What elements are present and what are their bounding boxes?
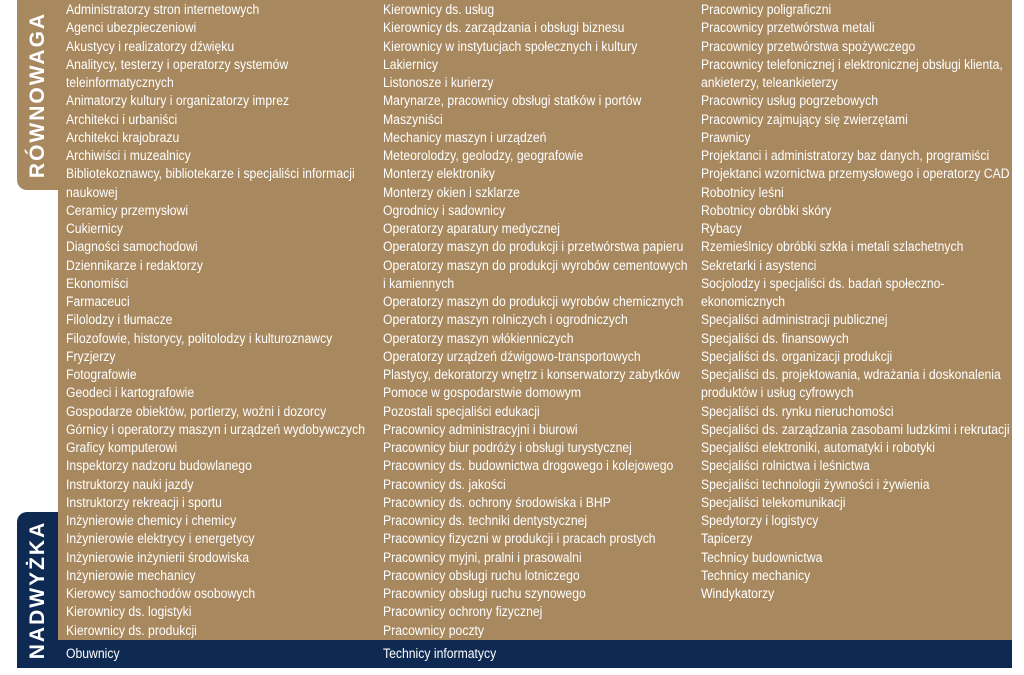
occupation-list-item: Meteorolodzy, geolodzy, geografowie — [383, 148, 584, 164]
occupation-list-item: Diagności samochodowi — [66, 239, 198, 256]
occupation-list-item: Specjaliści rolnictwa i leśnictwa — [701, 458, 870, 475]
occupation-list-item: Operatorzy maszyn do produkcji i przetwórstwa papieru — [383, 239, 684, 256]
occupation-list-item: Agenci ubezpieczeniowi — [66, 20, 197, 37]
occupation-list-item: Marynarze, pracownicy obsługi statków i portów — [383, 93, 642, 110]
occupation-list-item: Operatorzy maszyn włókienniczych — [383, 330, 574, 347]
occupation-list-item: Pracownicy usług pogrzebowych — [701, 93, 879, 110]
occupation-list-item: Analitycy, testerzy i operatorzy systemów — [66, 56, 289, 73]
occupation-list-item: Kierownicy w instytucjach społecznych i kultury — [383, 38, 638, 55]
surplus-occupation-item: Technicy informatycy — [383, 646, 497, 662]
occupation-list-item: Pracownicy przetwórstwa spożywczego — [701, 38, 916, 55]
occupation-list-item: Windykatorzy — [701, 586, 775, 602]
balance-occupation-column-3 — [701, 1, 1010, 603]
occupation-list-item: Dziennikarze i redaktorzy — [66, 257, 203, 274]
occupation-list-item: Graficy komputerowi — [66, 440, 178, 456]
occupation-list-item: Inżynierowie chemicy i chemicy — [66, 513, 237, 529]
occupation-list-item: Specjaliści telekomunikacji — [701, 494, 846, 511]
occupation-list-item: Inżynierowie inżynierii środowiska — [66, 549, 250, 566]
occupation-list-item: Filozofowie, historycy, politolodzy i kulturoznawcy — [66, 330, 333, 347]
occupation-list-item: Kierownicy ds. logistyki — [66, 604, 192, 621]
occupation-list-item: Pracownicy zajmujący się zwierzętami — [701, 111, 908, 128]
occupation-list-item: Tapicerzy — [701, 531, 753, 548]
occupation-list-item: Archiwiści i muzealnicy — [66, 148, 191, 164]
occupation-list-item: Mechanicy maszyn i urządzeń — [383, 129, 547, 146]
occupation-list-item: Bibliotekoznawcy, bibliotekarze i specjaliści informacji — [66, 166, 355, 183]
occupation-list-item: Architekci i urbaniści — [66, 111, 178, 128]
occupation-list-item: Kierownicy ds. zarządzania i obsługi biznesu — [383, 20, 625, 37]
occupation-list-item: Pracownicy ds. ochrony środowiska i BHP — [383, 494, 611, 511]
balance-category-label: RÓWNOWAGA — [25, 11, 49, 179]
occupation-list-item: Lakiernicy — [383, 56, 438, 73]
occupation-list-item: i kamiennych — [383, 275, 455, 292]
occupation-list-item: Specjaliści ds. zarządzania zasobami ludzkimi i rekrutacji — [701, 421, 1010, 438]
occupation-list-item: Operatorzy urządzeń dźwigowo-transportowych — [383, 348, 641, 365]
occupation-list-item: Pracownicy ochrony fizycznej — [383, 604, 543, 621]
occupation-list-item: Pracownicy poczty — [383, 622, 485, 639]
surplus-section-background — [58, 640, 1012, 668]
occupation-list-item: Robotnicy leśni — [701, 184, 784, 201]
occupation-list-item: Ceramicy przemysłowi — [66, 202, 189, 219]
occupation-list-item: Architekci krajobrazu — [66, 129, 180, 146]
occupation-list-item: Prawnicy — [701, 129, 751, 146]
occupation-list-item: Fotografowie — [66, 367, 137, 383]
occupation-list-item: Rzemieślnicy obróbki szkła i metali szlachetnych — [701, 239, 964, 256]
surplus-category-label: NADWYŻKA — [25, 520, 49, 660]
occupation-list-item: Animatorzy kultury i organizatorzy imprez — [66, 93, 290, 110]
occupation-list-item: Spedytorzy i logistycy — [701, 513, 819, 529]
occupation-list-item: Gospodarze obiektów, portierzy, woźni i dozorcy — [66, 403, 327, 420]
occupation-list-item: Inżynierowie elektrycy i energetycy — [66, 531, 255, 548]
occupation-list-item: Cukiernicy — [66, 221, 123, 237]
occupation-list-item: Specjaliści ds. finansowych — [701, 330, 849, 347]
occupation-list-item: Operatorzy maszyn rolniczych i ogrodniczych — [383, 312, 628, 329]
occupation-list-item: Akustycy i realizatorzy dźwięku — [66, 38, 235, 55]
occupation-list-item: Socjolodzy i specjaliści ds. badań społeczno- — [701, 275, 945, 292]
occupation-list-item: Administratorzy stron internetowych — [66, 2, 260, 18]
occupation-list-item: Pracownicy ds. jakości — [383, 476, 506, 493]
occupation-list-item: Specjaliści elektroniki, automatyki i robotyki — [701, 440, 935, 456]
occupation-list-item: Pracownicy myjni, pralni i prasowalni — [383, 549, 582, 566]
occupation-list-item: Operatorzy maszyn do produkcji wyrobów chemicznych — [383, 294, 684, 310]
occupation-list-item: Instruktorzy nauki jazdy — [66, 476, 194, 493]
occupation-list-item: Kierownicy ds. produkcji — [66, 622, 197, 639]
occupation-list-item: Farmaceuci — [66, 294, 130, 310]
occupation-list-item: Maszyniści — [383, 111, 443, 128]
surplus-occupation-item: Obuwnicy — [66, 646, 120, 662]
occupation-list-item: Pracownicy poligraficzni — [701, 2, 832, 18]
occupation-list-item: Projektanci wzornictwa przemysłowego i operatorzy CAD — [701, 166, 1010, 183]
occupation-list-item: Inspektorzy nadzoru budowlanego — [66, 458, 252, 475]
occupation-list-item: Specjaliści ds. rynku nieruchomości — [701, 403, 894, 420]
occupation-list-item: Ekonomiści — [66, 275, 129, 292]
occupation-list-item: Instruktorzy rekreacji i sportu — [66, 494, 222, 511]
occupation-list-item: Sekretarki i asystenci — [701, 257, 817, 274]
balance-occupation-column-2 — [383, 1, 687, 640]
occupation-list-item: Specjaliści ds. organizacji produkcji — [701, 348, 893, 365]
occupation-list-item: Pracownicy ds. budownictwa drogowego i kolejowego — [383, 458, 674, 475]
occupation-list-item: Inżynierowie mechanicy — [66, 567, 196, 584]
occupation-list-item: Pozostali specjaliści edukacji — [383, 403, 540, 420]
occupation-list-item: ekonomicznych — [701, 294, 786, 310]
occupation-list-item: Listonosze i kurierzy — [383, 75, 494, 91]
balance-category-tab — [17, 0, 58, 190]
occupation-list-item: ankieterzy, teleankieterzy — [701, 75, 838, 91]
occupation-list-item: Pracownicy telefonicznej i elektronicznej obsługi klienta, — [701, 56, 1003, 73]
occupation-list-item: teleinformatycznych — [66, 75, 174, 91]
occupation-list-item: Pracownicy biur podróży i obsługi turystycznej — [383, 440, 632, 456]
occupation-list-item: Filolodzy i tłumacze — [66, 312, 173, 329]
occupation-list-item: Technicy budownictwa — [701, 549, 823, 566]
occupation-list-item: Robotnicy obróbki skóry — [701, 202, 832, 219]
occupation-list-item: Specjaliści administracji publicznej — [701, 312, 888, 329]
occupation-list-item: Pracownicy obsługi ruchu lotniczego — [383, 567, 580, 584]
occupation-list-item: Kierowcy samochodów osobowych — [66, 586, 256, 602]
occupation-list-item: Plastycy, dekoratorzy wnętrz i konserwatorzy zabytków — [383, 367, 680, 383]
occupation-list-item: Kierownicy ds. usług — [383, 2, 495, 18]
occupation-list-item: produktów i usług cyfrowych — [701, 385, 854, 402]
occupation-list-item: Ogrodnicy i sadownicy — [383, 202, 506, 219]
occupation-list-item: Monterzy okien i szklarze — [383, 184, 520, 201]
occupation-list-item: Rybacy — [701, 221, 742, 237]
occupation-list-item: Projektanci i administratorzy baz danych, programiści — [701, 148, 990, 164]
occupation-list-item: Górnicy i operatorzy maszyn i urządzeń wydobywczych — [66, 421, 366, 438]
occupation-list-item: Specjaliści ds. projektowania, wdrażania i doskonalenia — [701, 367, 1001, 383]
surplus-category-tab — [17, 512, 58, 668]
occupation-list-item: Pracownicy obsługi ruchu szynowego — [383, 586, 586, 602]
occupation-list-item: Operatorzy aparatury medycznej — [383, 221, 560, 237]
occupation-list-item: Operatorzy maszyn do produkcji wyrobów cementowych — [383, 257, 688, 274]
occupation-list-item: Pracownicy fizyczni w produkcji i pracach prostych — [383, 531, 656, 548]
occupation-list-item: Pracownicy administracyjni i biurowi — [383, 421, 578, 438]
balance-occupation-column-1 — [66, 1, 365, 640]
occupation-list-item: Specjaliści technologii żywności i żywienia — [701, 476, 930, 493]
occupation-list-item: Geodeci i kartografowie — [66, 385, 195, 402]
occupation-list-item: Monterzy elektroniky — [383, 166, 495, 183]
occupation-list-item: Fryzjerzy — [66, 348, 116, 365]
occupation-list-item: naukowej — [66, 184, 118, 201]
occupation-list-item: Technicy mechanicy — [701, 567, 811, 584]
occupation-list-item: Pracownicy przetwórstwa metali — [701, 20, 875, 37]
occupation-list-item: Pomoce w gospodarstwie domowym — [383, 385, 582, 402]
occupation-list-item: Pracownicy ds. techniki dentystycznej — [383, 513, 588, 529]
